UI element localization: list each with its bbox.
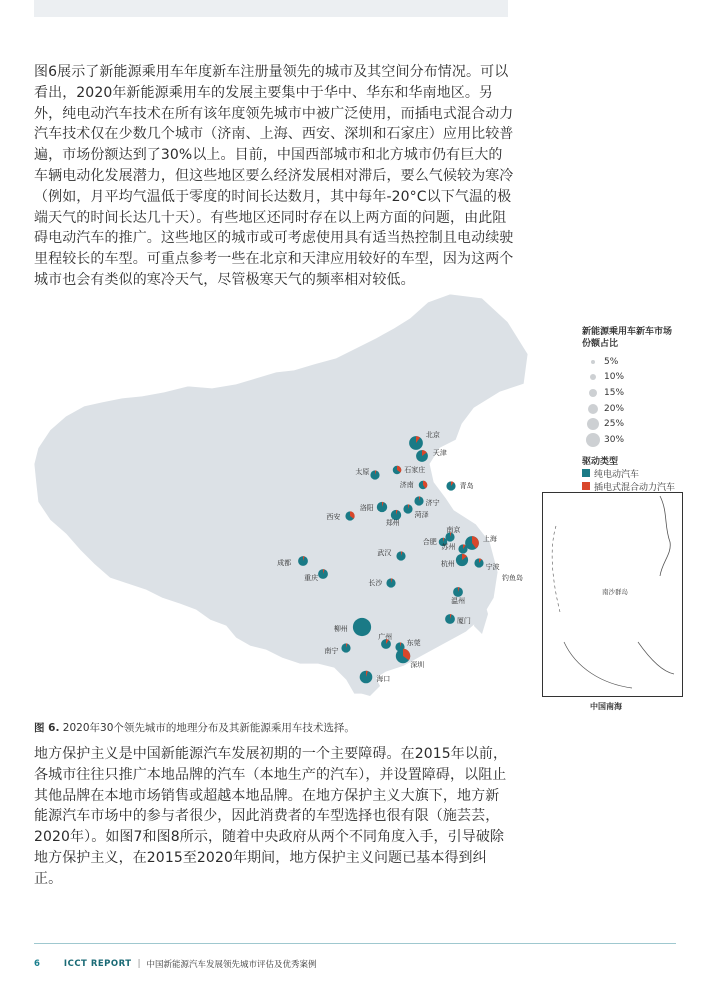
city-label-石家庄: 石家庄 (404, 466, 426, 474)
city-label-东莞: 东莞 (406, 639, 421, 647)
legend-size-row (582, 432, 675, 448)
page-footer (34, 958, 316, 970)
city-label-济南: 济南 (399, 481, 414, 489)
legend-title: 新能源乘用车新车市场份额占比 (582, 327, 673, 349)
city-label-杭州: 杭州 (440, 560, 455, 568)
figure-caption (34, 720, 355, 735)
city-label-宁波: 宁波 (485, 563, 500, 571)
map-legend (582, 326, 675, 493)
city-label-菏泽: 菏泽 (414, 511, 429, 519)
footer-rule (34, 943, 676, 944)
legend-size-label: 15% (604, 387, 625, 398)
city-label-海口: 海口 (376, 675, 391, 683)
legend-size-row (582, 370, 675, 386)
city-label-武汉: 武汉 (377, 549, 392, 557)
legend-size-label: 5% (604, 356, 619, 367)
header-band (34, 0, 508, 17)
legend-size-label: 25% (604, 419, 625, 430)
city-label-南京: 南京 (446, 526, 461, 534)
city-label-深圳: 深圳 (410, 661, 425, 669)
china-landmass (34, 294, 528, 694)
city-label-成都: 成都 (277, 559, 292, 567)
city-label-温州: 温州 (451, 597, 466, 605)
south-china-sea-inset (542, 492, 683, 697)
bev-swatch (582, 469, 590, 477)
legend-drive-title: 驱动类型 (582, 456, 619, 467)
city-label-济宁: 济宁 (425, 499, 440, 507)
body-paragraph-1: 图6展示了新能源乘用车年度新车注册量领先的城市及其空间分布情况。可以看出，2020年新能源乘用车的发展主要集中于华中、华东和华南地区。另外，纯电动汽车技术在所有该年度领先城市中被广泛使用，而插电式混合动力汽车技术仅在少数几个城市（济南、上海、西安、深圳和石家庄）应用比较普遍，市场份额达到了30%以上。目前，中国西部城市和北方城市仍有巨大的车辆电动化发展潜力，但这些地区要么经济发展相对滞后，要么气候较为寒冷（例如，月平均气温低于零度的时间长达数月，其中每年-20°C以下气温的极端天气的时间长达几十天）。有些地区还同时存在以上两方面的问题，由此阻碍电动汽车的推广。这些地区的城市或可考虑使用具有适当热控制且电动续驶里程较长的车型。可重点参考一些在北京和天津应用较好的车型，因为这两个城市也会有类似的寒冷天气，尽管极寒天气的频率相对较低。 (34, 64, 514, 288)
city-label-长沙: 长沙 (368, 579, 383, 587)
footer-separator: | (137, 959, 141, 969)
footer-title: 中国新能源汽车发展领先城市评估及优秀案例 (146, 960, 317, 970)
legend-size-label: 30% (604, 434, 625, 445)
city-label-厦门: 厦门 (456, 617, 471, 625)
city-label-上海: 上海 (482, 535, 497, 543)
city-label-南宁: 南宁 (324, 647, 339, 655)
report-brand: ICCT REPORT (63, 959, 132, 969)
page-number: 6 (34, 959, 40, 969)
caption-label: 图 6. (34, 722, 60, 734)
city-marker-柳州 (353, 618, 371, 636)
legend-size-row (582, 354, 675, 370)
city-label-苏州: 苏州 (441, 543, 456, 551)
body-paragraph-2: 地方保护主义是中国新能源汽车发展初期的一个主要障碍。在2015年以前，各城市往往只推广本地品牌的汽车（本地生产的汽车），并设置障碍，以阻止其他品牌在本地市场销售或超越本地品牌。在地方保护主义大旗下，地方新能源汽车市场中的参与者很少，因此消费者的车型选择也很有限（施芸芸，2020年）。如图7和图8所示，随着中央政府从两个不同角度入手，引导破除地方保护主义，在2015至2020年期间，地方保护主义问题已基本得到纠正。 (34, 746, 508, 887)
city-label-合肥: 合肥 (422, 538, 437, 546)
legend-size-row (582, 416, 675, 432)
city-label-天津: 天津 (432, 449, 447, 457)
inset-caption: 中国南海 (590, 702, 622, 711)
city-label-西安: 西安 (326, 513, 341, 521)
city-label-洛阳: 洛阳 (359, 504, 374, 512)
city-label-郑州: 郑州 (385, 519, 400, 527)
city-label-青岛: 青岛 (459, 482, 474, 490)
legend-size-label: 20% (604, 403, 625, 414)
caption-text: 2020年30个领先城市的地理分布及其新能源乘用车技术选择。 (62, 722, 355, 734)
city-label-广州: 广州 (378, 633, 393, 641)
bev-label: 纯电动汽车 (594, 469, 640, 480)
china-map (30, 288, 550, 718)
legend-size-row (582, 385, 675, 401)
city-label-重庆: 重庆 (304, 574, 319, 582)
phev-label: 插电式混合动力汽车 (594, 482, 676, 493)
legend-size-row (582, 401, 675, 417)
phev-swatch (582, 482, 590, 490)
legend-size-label: 10% (604, 372, 625, 383)
map-label-diaoyu: 钓鱼岛 (502, 574, 523, 582)
inset-label-nansha: 南沙群岛 (602, 588, 628, 596)
city-label-太原: 太原 (355, 468, 370, 476)
city-label-北京: 北京 (425, 431, 440, 439)
city-label-柳州: 柳州 (333, 625, 348, 633)
